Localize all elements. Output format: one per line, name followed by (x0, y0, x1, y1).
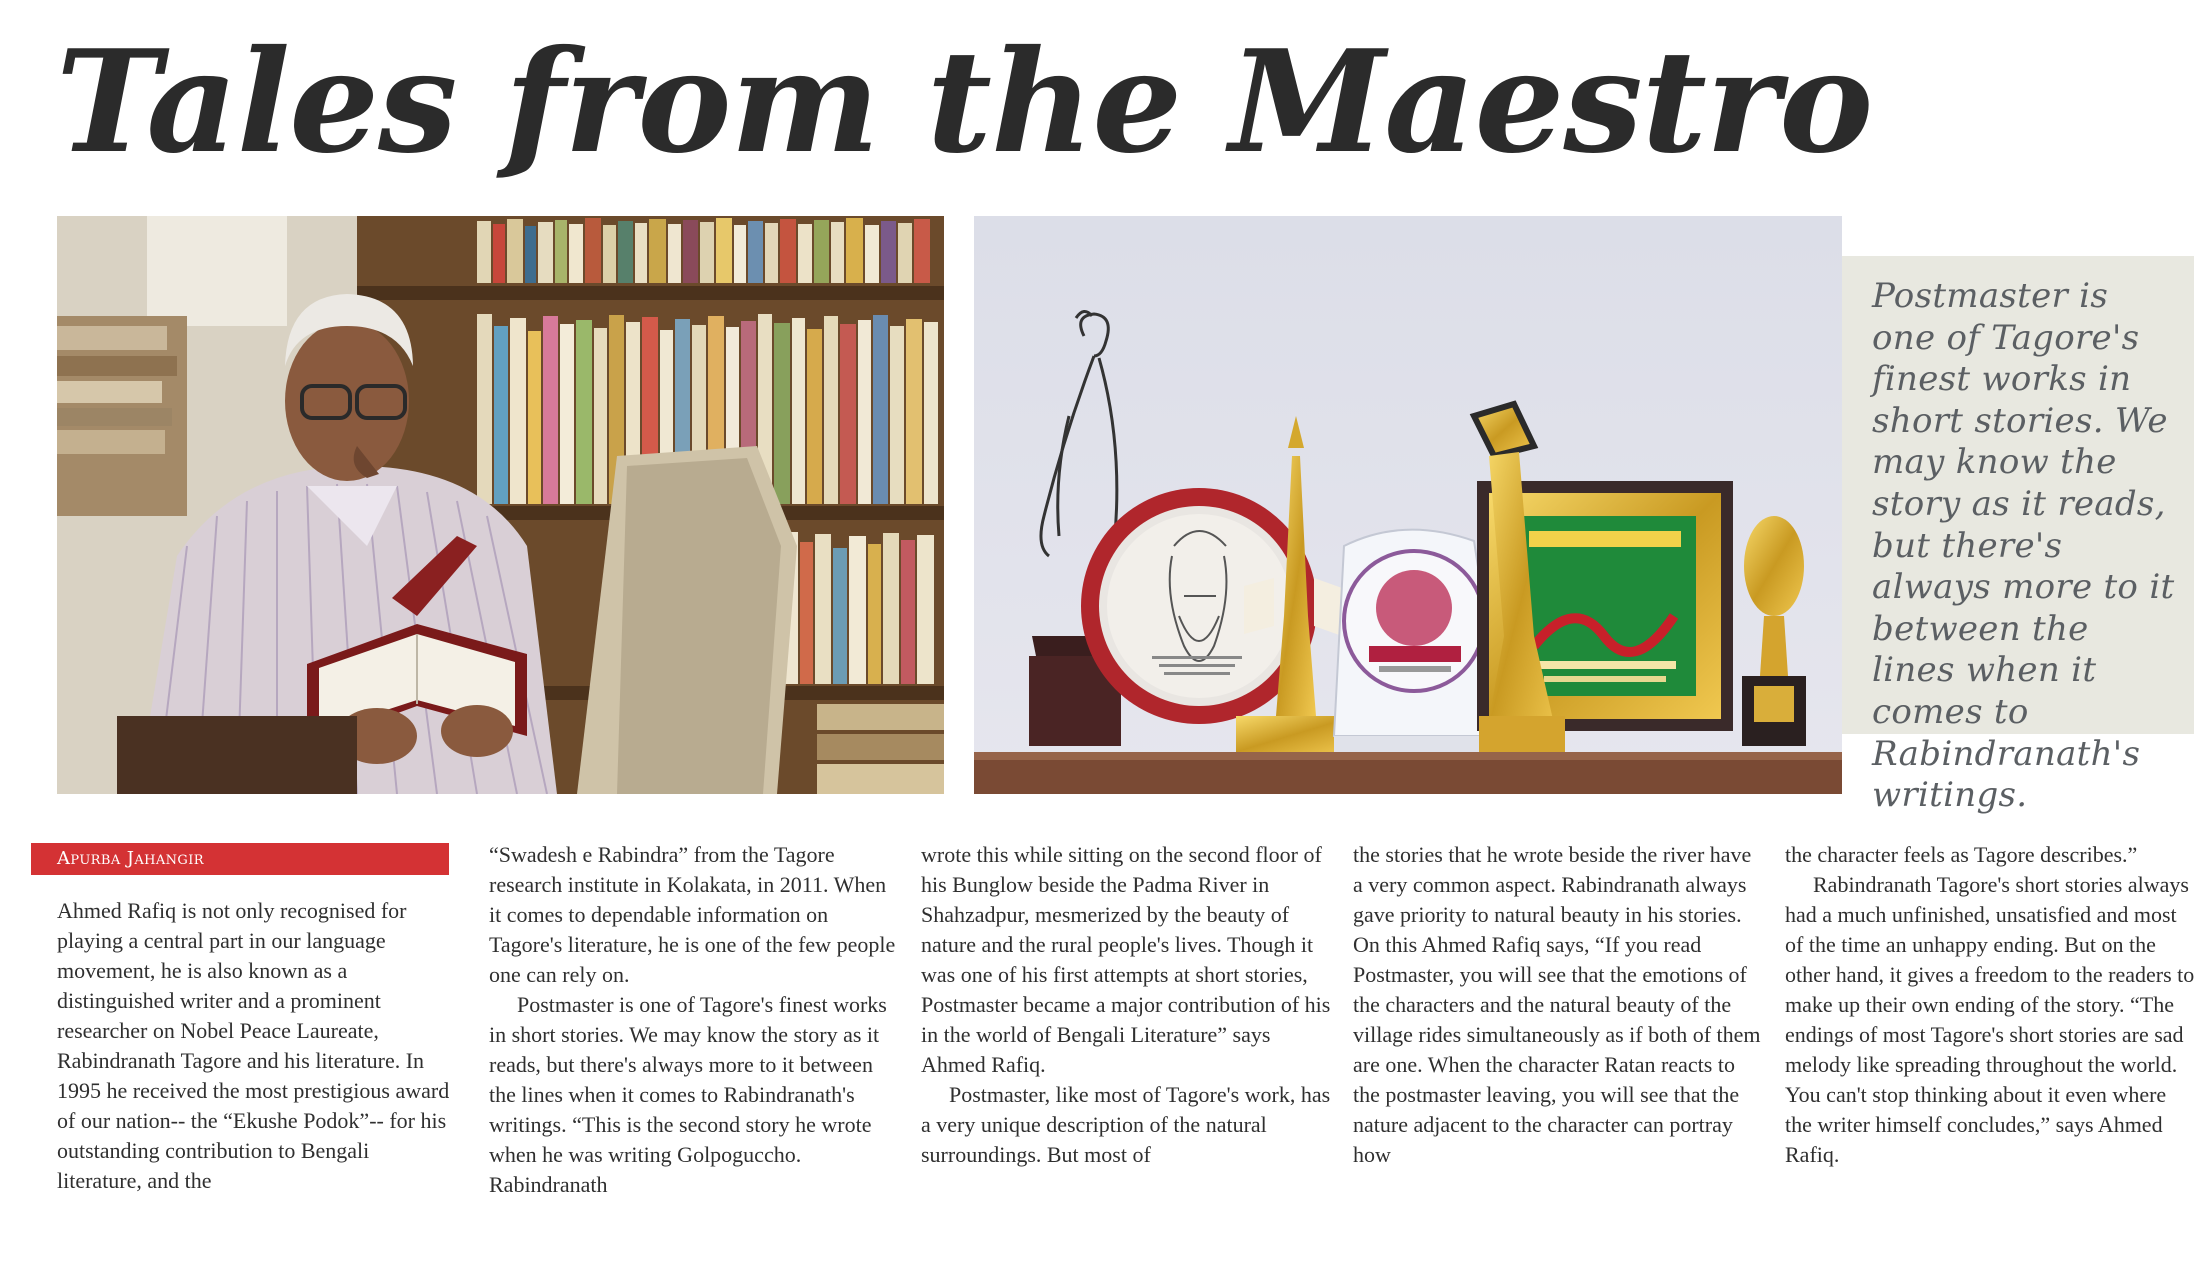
article-column-5 (1785, 840, 2194, 1170)
headline: Tales from the Maestro (56, 20, 1873, 185)
article-column-1 (57, 896, 457, 1196)
byline: Apurba Jahangir (31, 843, 449, 875)
paragraph: Postmaster, like most of Tagore's work, has a very unique description of the natural surroundings. But most of (921, 1082, 1331, 1167)
paragraph: wrote this while sitting on the second floor of his Bunglow beside the Padma River in Shahzadpur, mesmerized by the beauty of nature and the rural people's lives. Though it was one of his first attempts at short stories, Postmaster became a major contribution of his in the world of Bengali Literature” says Ahmed Rafiq. (921, 842, 1331, 1077)
paragraph: Rabindranath Tagore's short stories always had a much unfinished, unsatisfied and most of the time an unhappy ending. But on the other hand, it gives a freedom to the readers to make up their own ending of the story. “The endings of most Tagore's short stories are sad melody like spreading throughout the world. You can't stop thinking about it even where the writer himself concludes,” says Ahmed Rafiq. (1785, 872, 2194, 1167)
photo-man-reading (57, 216, 944, 794)
photo-awards (974, 216, 1842, 794)
article-column-4 (1353, 840, 1763, 1170)
paragraph: Postmaster is one of Tagore's finest works in short stories. We may know the story as it reads, but there's always more to it between the lines when it comes to Rabindranath's writings. “This is the second story he wrote when he was writing Golpoguccho. Rabindranath (489, 992, 887, 1197)
pull-quote: Postmaster is one of Tagore's finest works in short stories. We may know the story as it reads, but there's always more to it between the lines when it comes to Rabindranath's writings. (1842, 256, 2194, 734)
paragraph: Ahmed Rafiq is not only recognised for playing a central part in our language movement, he is also known as a distinguished writer and a prominent researcher on Nobel Peace Laureate, Rabindranath Tagore and his literature. In 1995 he received the most prestigious award of our nation-- the “Ekushe Podok”-- for his outstanding contribution to Bengali literature, and the (57, 898, 450, 1193)
paragraph: “Swadesh e Rabindra” from the Tagore research institute in Kolakata, in 2011. When it comes to dependable information on Tagore's literature, he is one of the few people one can rely on. (489, 842, 896, 987)
paragraph: the character feels as Tagore describes.” (1785, 842, 2138, 867)
paragraph: the stories that he wrote beside the river have a very common aspect. Rabindranath always gave priority to natural beauty in his stories. On this Ahmed Rafiq says, “If you read Postmaster, you will see that the emotions of the characters and the natural beauty of the village rides simultaneously as if both of them are one. When the character Ratan reacts to the postmaster leaving, you will see that the nature adjacent to the character can portray how (1353, 842, 1761, 1167)
article-column-2 (489, 840, 899, 1200)
article-column-3 (921, 840, 1331, 1170)
